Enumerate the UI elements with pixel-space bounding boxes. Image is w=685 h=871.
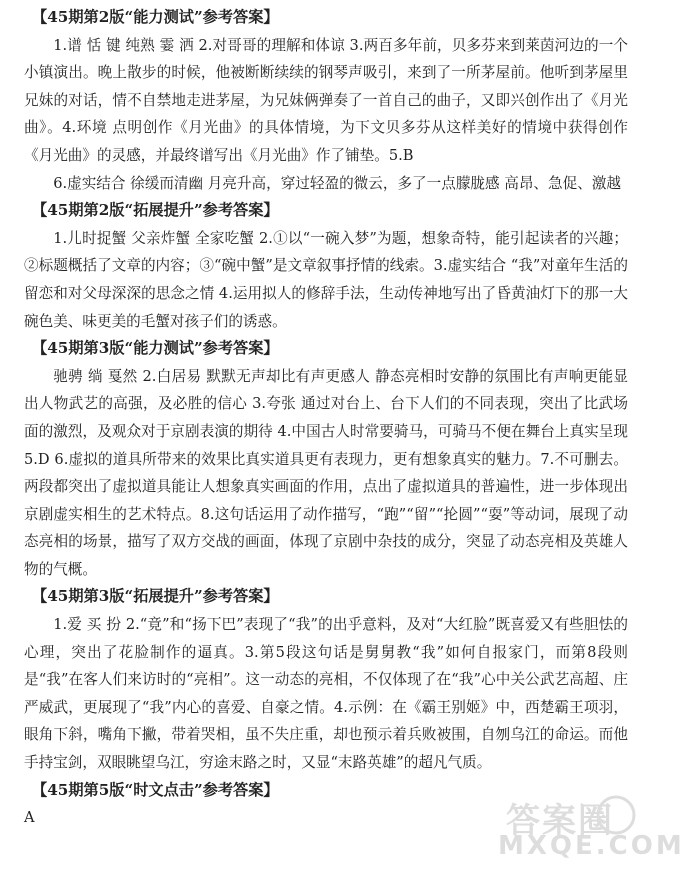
- answer-paragraph: 6.虚实结合 徐缓而清幽 月亮升高，穿过轻盈的微云，多了一点朦胧感 高昂、急促、激越: [53, 174, 622, 192]
- section-heading: 【45期第3版“能力测试”参考答案】: [32, 339, 279, 358]
- section-3: [24, 335, 628, 583]
- watermark-logo-text: 答案圈: [506, 801, 614, 841]
- section-1: [24, 4, 628, 197]
- answer-paragraph: 1.谱 恬 键 纯熟 霎 洒 2.对哥哥的理解和体谅 3.两百多年前，贝多芬来到莱茵河边的一个小镇演出。晚上散步的时候，他被断断续续的钢琴声吸引，来到了一所茅屋前。他听到茅屋里兄妹的对话，情不自禁地走进茅屋，为兄妹俩弹奏了一首自己的曲子，又即兴创作出了《月光曲》。4.环境 点明创作《月光曲》的具体情境，为下文贝多芬从这样美好的情境中获得创作《月光曲》的灵感，并最终谱写出《月光曲》作了铺垫。5.B: [24, 36, 628, 164]
- answer-paragraph: A: [24, 809, 35, 827]
- answer-paragraph: 驰骋 绱 戛然 2.白居易 默默无声却比有声更感人 静态亮相时安静的氛围比有声响更能显出人物武艺的高强，及必胜的信心 3.夸张 通过对台上、台下人们的不同表现，突出了比武场面的激烈，及观众对于京剧表演的期待 4.中国古人时常要骑马，可骑马不便在舞台上真实呈现 5.D 6.虚拟的道具所带来的效果比真实道具更有表现力，更有想象真实的魅力。7.不可删去。两段都突出了虚拟道具能让人想象真实画面的作用，点出了虚拟道具的普遍性，进一步体现出京剧虚实相生的艺术特点。8.这句话运用了动作描写，“跑”“留”“抡圆”“耍”等动词，展现了动态亮相的场景，描写了双方交战的画面，体现了京剧中杂技的成分，突显了动态亮相及英雄人物的气概。: [24, 367, 628, 578]
- section-4: [24, 583, 628, 776]
- section-heading: 【45期第3版“拓展提升”参考答案】: [32, 587, 279, 606]
- section-heading: 【45期第2版“能力测试”参考答案】: [32, 8, 279, 26]
- answer-paragraph: 1.儿时捉蟹 父亲炸蟹 全家吃蟹 2.①以“一碗入梦”为题，想象奇特，能引起读者的兴趣；②标题概括了文章的内容；③“碗中蟹”是文章叙事抒情的线索。3.虚实结合 “我”对童年生活的留恋和对父母深深的思念之情 4.运用拟人的修辞手法，生动传神地写出了昏黄油灯下的那一大碗色美、味更美的毛蟹对孩子们的诱惑。: [24, 229, 628, 330]
- section-5: [24, 777, 628, 832]
- section-heading: 【45期第5版“时文点击”参考答案】: [32, 780, 279, 799]
- watermark-domain-text: MXQE.COM: [498, 831, 685, 861]
- answer-paragraph: 1.爱 买 扮 2.“竟”和“扬下巴”表现了“我”的出乎意料，及对“大红脸”既喜爱又有些胆怯的心理，突出了花脸制作的逼真。3.第5段这句话是舅舅教“我”如何自报家门，而第8段则是“我”在客人们来访时的“亮相”。这一动态的亮相，不仅体现了在“我”心中关公武艺高超、庄严威武，更展现了“我”内心的喜爱、自豪之情。4.示例：在《霸王别姬》中，西楚霸王项羽，眼角下斜，嘴角下撇，带着哭相，虽不失庄重，却也预示着兵败被围，自刎乌江的命运。而他手持宝剑，双眼眺望乌江，穷途末路之时，又显“末路英雄”的超凡气质。: [24, 616, 628, 772]
- section-heading: 【45期第2版“拓展提升”参考答案】: [32, 201, 279, 220]
- section-2: [24, 197, 628, 335]
